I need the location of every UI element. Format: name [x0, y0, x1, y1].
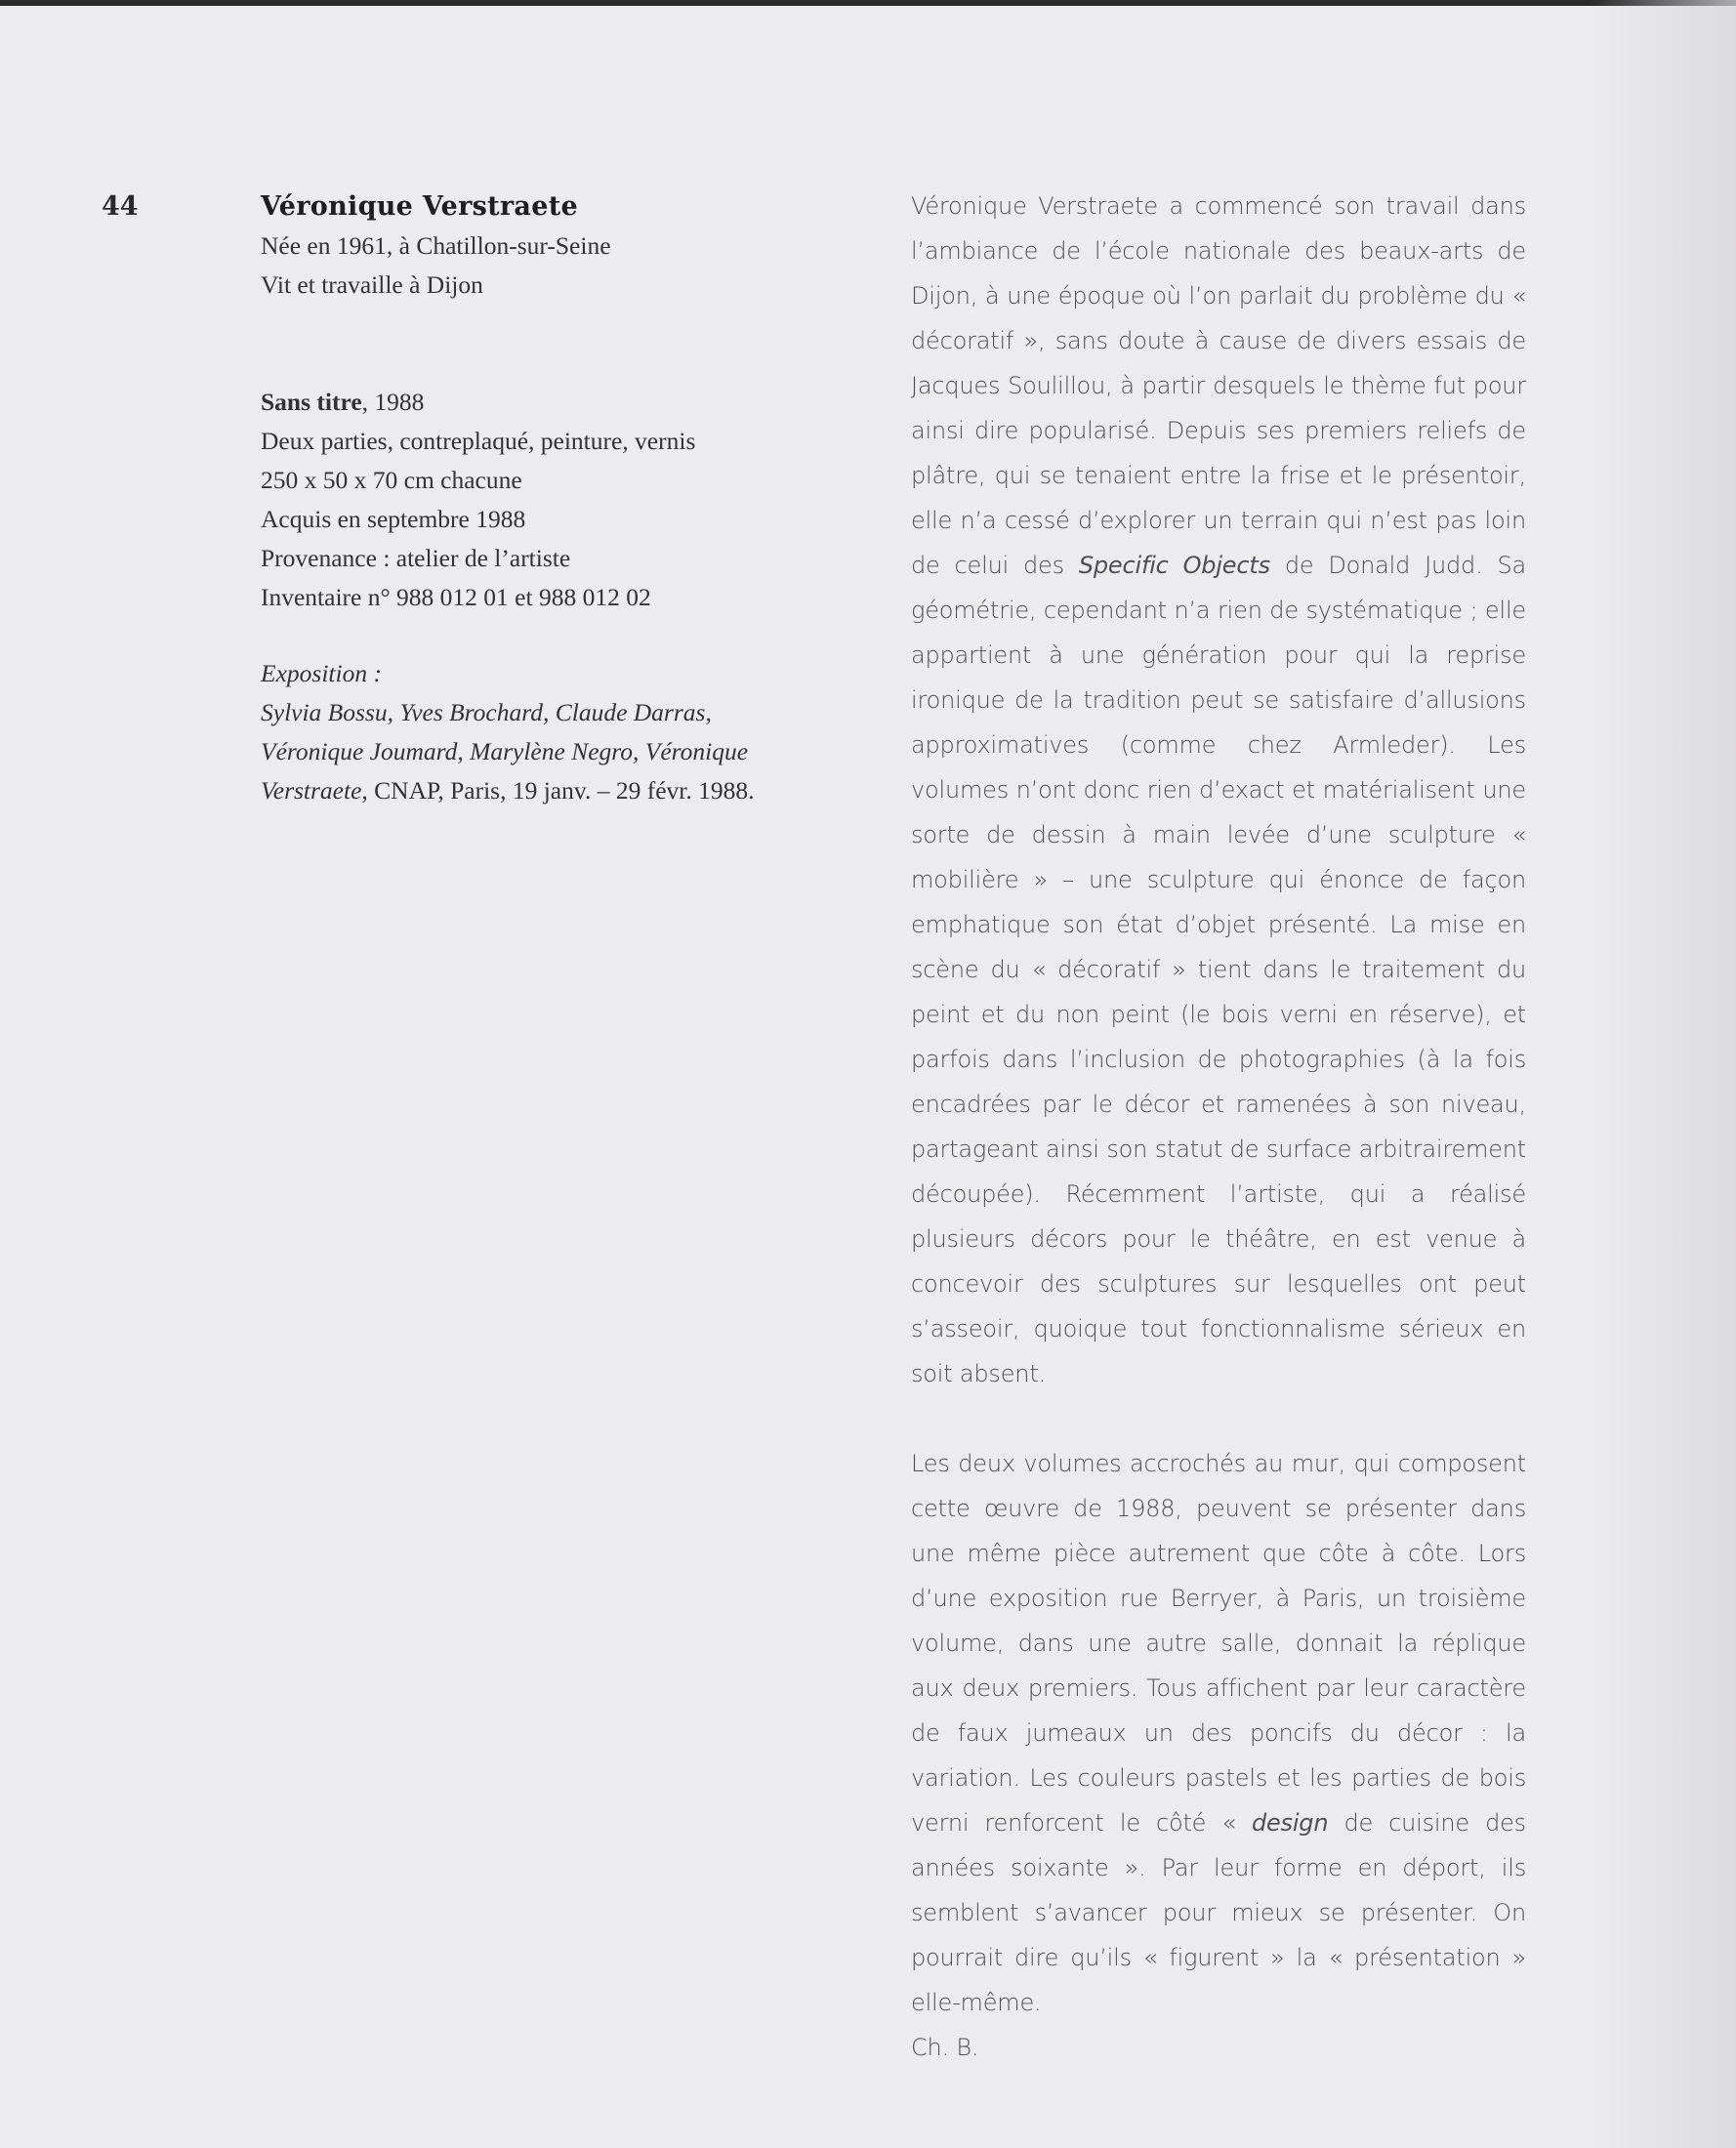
spacer	[261, 305, 827, 383]
artist-birth: Née en 1961, à Chatillon-sur-Seine	[261, 231, 611, 260]
exposition-heading: Exposition :	[261, 659, 382, 687]
page-gutter-shadow	[1590, 0, 1736, 2148]
artwork-medium: Deux parties, contreplaqué, peinture, vernis	[261, 427, 696, 455]
artist-residence: Vit et travaille à Dijon	[261, 270, 483, 299]
essay-italic-term: design	[1251, 1809, 1329, 1837]
artwork-inventory: Inventaire n° 988 012 01 et 988 012 02	[261, 583, 651, 611]
page-top-edge	[0, 0, 1736, 6]
page-number: 44	[102, 191, 139, 222]
exposition-artist: Verstraete	[261, 776, 362, 805]
artwork-title: Sans titre	[261, 388, 362, 416]
artwork-title-line	[261, 383, 827, 422]
exposition-line: Véronique Joumard, Marylène Negro, Véronique	[261, 737, 749, 765]
essay-text: de Donald Judd. Sa géométrie, cependant n’a rien de systématique ; elle appartient à une génération pour qui la reprise ironique de la tradition peut se satisfaire d’allusions approximatives (comme chez Armleder). Les volumes n’ont donc rien d’exact et matérialisent une sorte de dessin à main levée d’une sculpture « mobilière » – une sculpture qui énonce de façon emphatique son état d’objet présenté. La mise en scène du « décoratif » tient dans le traitement du peint et du non peint (le bois verni en réserve), et parfois dans l’inclusion de photographies (à la fois encadrées par le décor et ramenées à son niveau, partageant ainsi son statut de surface arbitrairement découpée). Récemment l’artiste, qui a réalisé plusieurs décors pour le théâtre, en est venue à concevoir des sculptures sur lesquelles ont peut s’asseoir, quoique tout fonctionnalisme sérieux en soit absent.	[911, 552, 1526, 1387]
artwork-year: , 1988	[361, 388, 425, 416]
spacer	[261, 617, 827, 654]
essay-signature: Ch. B.	[911, 2034, 979, 2061]
essay-paragraph	[911, 184, 1526, 1396]
exposition-venue: , CNAP, Paris, 19 janv. – 29 févr. 1988.	[361, 776, 755, 805]
essay	[911, 184, 1526, 2070]
artwork-provenance: Provenance : atelier de l’artiste	[261, 544, 571, 572]
exposition-line	[261, 771, 827, 810]
essay-text: de cuisine des années soixante ». Par leur forme en déport, ils semblent s’avancer pour mieux se présenter. On pourrait dire qu’ils « figurent » la « présentation » elle-même.	[911, 1809, 1526, 2016]
essay-italic-term: Specific Objects	[1078, 552, 1270, 579]
artwork-acquisition: Acquis en septembre 1988	[261, 505, 526, 533]
artwork-dimensions: 250 x 50 x 70 cm chacune	[261, 466, 522, 494]
artist-name: Véronique Verstraete	[261, 191, 578, 222]
catalogue-entry	[261, 187, 827, 810]
exposition-line: Sylvia Bossu, Yves Brochard, Claude Darras,	[261, 698, 712, 726]
essay-text: Véronique Verstraete a commencé son travail dans l’ambiance de l’école nationale des beaux-arts de Dijon, à une époque où l’on parlait du problème du « décoratif », sans doute à cause de divers essais de Jacques Soulillou, à partir desquels le thème fut pour ainsi dire popularisé. Depuis ses premiers reliefs de plâtre, qui se tenaient entre la frise et le présentoir, elle n’a cessé d’explorer un terrain qui n’est pas loin de celui des	[911, 192, 1526, 579]
essay-text: Les deux volumes accrochés au mur, qui composent cette œuvre de 1988, peuvent se présenter dans une même pièce autrement que côte à côte. Lors d’une exposition rue Berryer, à Paris, un troisième volume, dans une autre salle, donnait la réplique aux deux premiers. Tous affichent par leur caractère de faux jumeaux un des poncifs du décor : la variation. Les couleurs pastels et les parties de bois verni renforcent le côté «	[911, 1450, 1526, 1837]
essay-paragraph	[911, 1441, 1526, 2025]
